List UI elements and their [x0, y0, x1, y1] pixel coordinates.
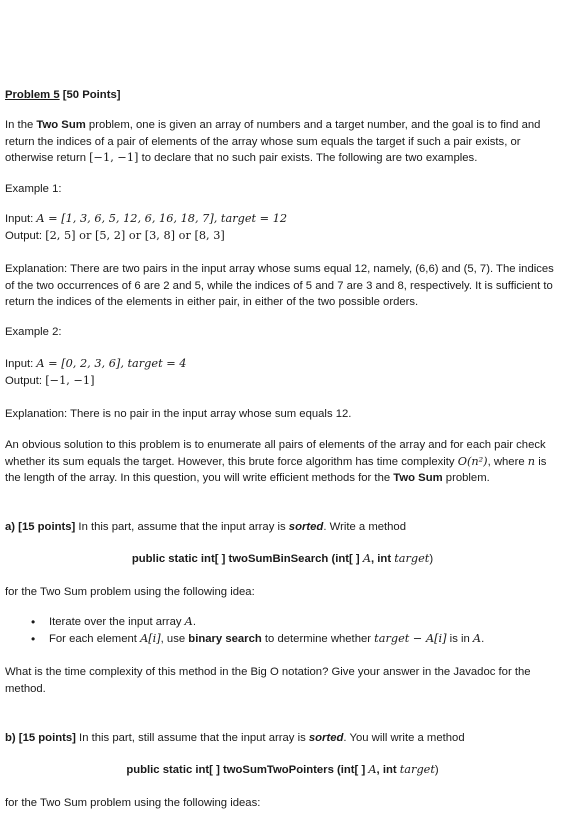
n-math: n	[527, 454, 536, 468]
part-a-question: What is the time complexity of this method in the Big O notation? Give your answer in the Javadoc for the method.	[5, 666, 531, 695]
example2-input-label: Input:	[5, 358, 37, 370]
part-b-sorted: sorted	[308, 732, 344, 744]
example2-heading: Example 2:	[5, 326, 62, 338]
intro-text: In the	[5, 119, 37, 131]
example1-input	[5, 211, 560, 228]
obvious-text-2: , where	[487, 455, 528, 468]
part-a-sig-math-2: target	[394, 552, 430, 565]
complexity-math: O(n²)	[457, 454, 488, 468]
part-a-idea-list	[5, 614, 560, 647]
part-b-sig-math-1: A	[368, 763, 377, 776]
part-b-label: b) [15 points]	[5, 732, 76, 744]
part-b-sig-end: )	[434, 764, 439, 776]
bullet2-math-2: target − A[i]	[374, 631, 447, 645]
example2-output-label: Output:	[5, 375, 46, 387]
obvious-bold: Two Sum	[393, 472, 443, 484]
bullet2-math-3: A	[472, 631, 482, 645]
part-a-text: In this part, assume that the input array is	[75, 521, 289, 533]
obvious-text-4: problem.	[442, 472, 490, 484]
example2-input-math: A = [0, 2, 3, 6], target = 4	[36, 357, 187, 370]
example2-explanation: Explanation: There is no pair in the input array whose sum equals 12.	[5, 408, 352, 420]
part-a-sig-2: , int	[371, 553, 395, 565]
part-b-sig-2: , int	[376, 764, 400, 776]
example2-output-math: [−1, −1]	[45, 374, 95, 387]
part-b-signature	[5, 762, 560, 779]
bullet2-text-2: , use	[160, 632, 189, 645]
intro-text-2: problem, one is given an array of numbers and a target number, and the goal is to find and return the indices of a pair of elements of the array whose sum equals the target if such a pair exists, or otherwise return	[5, 119, 541, 164]
part-a-sig-end: )	[429, 553, 434, 565]
part-b-text-2: . You will write a method	[343, 732, 465, 744]
intro-bold: Two Sum	[36, 119, 86, 131]
bullet2-end: .	[481, 632, 485, 645]
obvious-text-3: is the length of the array. In this question, you will write efficient methods for the	[5, 455, 547, 484]
example1-input-label: Input:	[5, 213, 37, 225]
obvious-solution-paragraph	[5, 437, 560, 487]
part-a-intro	[5, 519, 560, 536]
part-b-for-text: for the Two Sum problem using the following ideas:	[5, 797, 261, 809]
intro-text-3: to declare that no such pair exists. The following are two examples.	[138, 152, 478, 164]
part-a-sorted: sorted	[288, 521, 324, 533]
example1-output	[5, 228, 560, 245]
example1-explanation: Explanation: There are two pairs in the input array whose sums equal 12, namely, (6,6) and (5, 7). The indices of the two occurrences of 6 are 2 and 5, while the indices of 5 and 7 are 3 and 8, respectively. It is sufficient to return the indices of the elements in either pair, in either of the two possible orders.	[5, 263, 554, 308]
bullet2-math: A[i]	[140, 631, 161, 645]
bullet1-math: A	[184, 615, 193, 628]
intro-math: [−1, −1]	[89, 151, 139, 164]
problem-heading	[5, 87, 560, 104]
bullet2-text-3: to determine whether	[261, 632, 375, 645]
bullet2-text-4: is in	[446, 632, 473, 645]
example2-output	[5, 373, 560, 390]
bullet1-end: .	[192, 616, 196, 628]
example1-heading: Example 1:	[5, 183, 62, 195]
example2-input	[5, 356, 560, 373]
bullet2-text: For each element	[49, 632, 141, 645]
part-b-sig-math-2: target	[399, 763, 435, 776]
part-a-text-2: . Write a method	[323, 521, 406, 533]
problem-intro	[5, 117, 560, 167]
part-a-label: a) [15 points]	[5, 521, 76, 533]
bullet1-text: Iterate over the input array	[49, 616, 185, 628]
part-a-for-text: for the Two Sum problem using the following idea:	[5, 586, 255, 598]
list-item	[5, 631, 560, 648]
part-a-sig-1: public static int[ ] twoSumBinSearch (int[ ]	[131, 553, 363, 565]
problem-title: Problem 5	[5, 89, 60, 101]
part-a-sig-math-1: A	[362, 552, 371, 565]
part-b-intro	[5, 730, 560, 747]
bullet2-bold: binary search	[188, 632, 262, 645]
part-a-signature	[5, 551, 560, 568]
list-item	[5, 614, 560, 631]
part-b-sig-1: public static int[ ] twoSumTwoPointers (int[ ]	[126, 764, 369, 776]
example1-input-math: A = [1, 3, 6, 5, 12, 6, 16, 18, 7], target = 12	[36, 212, 288, 225]
example1-output-math: [2, 5] or [5, 2] or [3, 8] or [8, 3]	[45, 229, 225, 242]
obvious-text: An obvious solution to this problem is to enumerate all pairs of elements of the array and for each pair check whether its sum equals the target. However, this brute force algorithm has time complexity	[5, 439, 546, 468]
part-b-text: In this part, still assume that the input array is	[75, 732, 309, 744]
example1-output-label: Output:	[5, 230, 46, 242]
problem-points: [50 Points]	[59, 89, 121, 101]
